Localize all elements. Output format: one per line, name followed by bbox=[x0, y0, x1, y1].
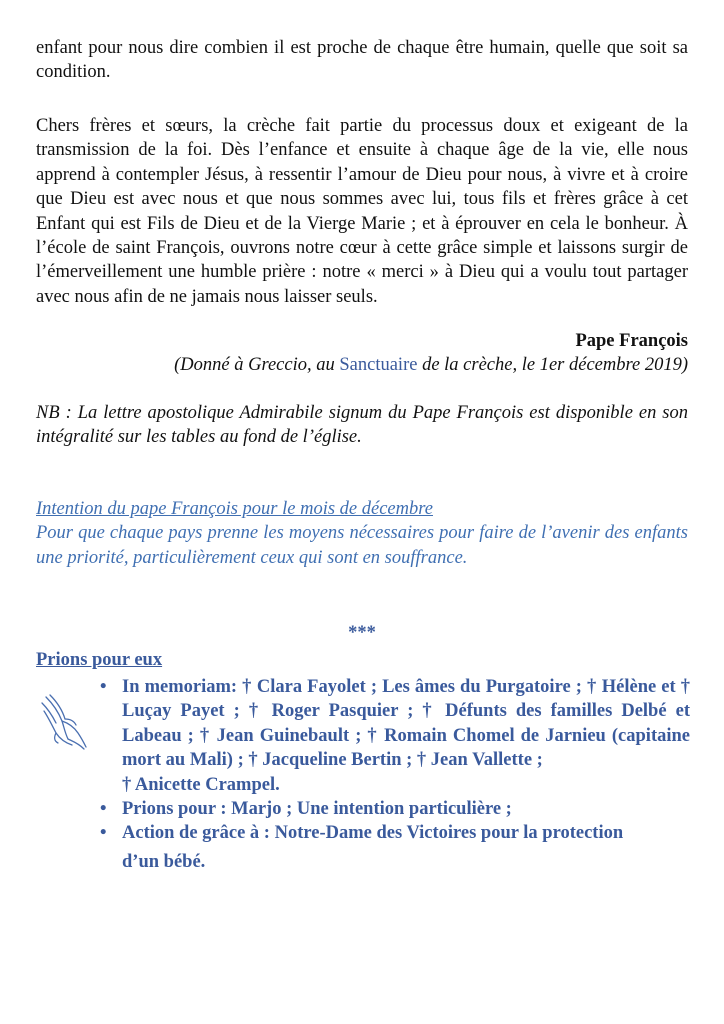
intention-text: Pour que chaque pays prenne les moyens nécessaires pour faire de l’avenir des enfants une priorité, particulièrement ceux qui sont en souffrance. bbox=[36, 523, 688, 568]
list-item-text-cont: † Anicette Crampel. bbox=[122, 774, 280, 795]
paragraph-main: Chers frères et sœurs, la crèche fait partie du processus doux et exigeant de la transmission de la foi. Dès l’enfance et ensuite à chaque âge de la vie, elle nous apprend à contempler Jésus, à ressentir l’amour de Dieu pour nous, à vivre et à croire que Dieu est avec nous et que nous sommes avec lui, tous fils et frères grâce à cet Enfant qui est Fils de Dieu et de la Vierge Marie ; et à éprouver en cela le bonheur. À l’école de saint François, ouvrons notre cœur à cette grâce simple et laissons surgir de l’émerveillement une humble prière : notre « merci » à Dieu qui a voulu tout partager avec nous afin de ne jamais nous laisser seuls. bbox=[36, 116, 688, 307]
list-item-text-cont: d’un bébé. bbox=[122, 851, 206, 872]
bullet: • bbox=[100, 823, 107, 844]
prayer-list bbox=[100, 675, 690, 874]
list-item-action-de-grace bbox=[100, 821, 690, 874]
bullet: • bbox=[100, 799, 107, 820]
list-item-text: Prions pour : Marjo ; Une intention particulière ; bbox=[122, 799, 512, 820]
signature-date bbox=[36, 353, 688, 377]
list-item-in-memoriam bbox=[100, 675, 690, 797]
intention-section bbox=[36, 497, 688, 570]
bullet: • bbox=[100, 677, 107, 697]
prions-heading: Prions pour eux bbox=[36, 650, 163, 670]
intention-heading: Intention du pape François pour le mois de décembre bbox=[36, 499, 433, 519]
list-item-text: Action de grâce à : Notre-Dame des Victoires pour la protection bbox=[122, 823, 624, 844]
list-item-prions-pour bbox=[100, 797, 690, 821]
list-item-text: In memoriam: † Clara Fayolet ; Les âmes du Purgatoire ; † Hélène et † Luçay Payet ; † Roger Pasquier ; † Défunts des familles Delbé et Labeau ; † Jean Guinebault ; † Romain Chomel de Jarnieu (capitaine mort au Mali) ; † Jacqueline Bertin ; † Jean Vallette ; bbox=[122, 677, 690, 771]
paragraph-intro: enfant pour nous dire combien il est proche de chaque être humain, quelle que soit sa condition. bbox=[36, 38, 688, 83]
nb-note: NB : La lettre apostolique Admirabile signum du Pape François est disponible en son intégralité sur les tables au fond de l’église. bbox=[36, 403, 688, 448]
separator-stars: *** bbox=[348, 623, 376, 643]
signature-name: Pape François bbox=[575, 331, 688, 351]
signature-date-before: (Donné à Greccio, au bbox=[174, 355, 340, 375]
sanctuary-link[interactable]: Sanctuaire bbox=[339, 355, 418, 375]
signature-date-after: de la crèche, le 1er décembre 2019) bbox=[417, 355, 688, 375]
praying-hands-icon bbox=[38, 693, 90, 751]
